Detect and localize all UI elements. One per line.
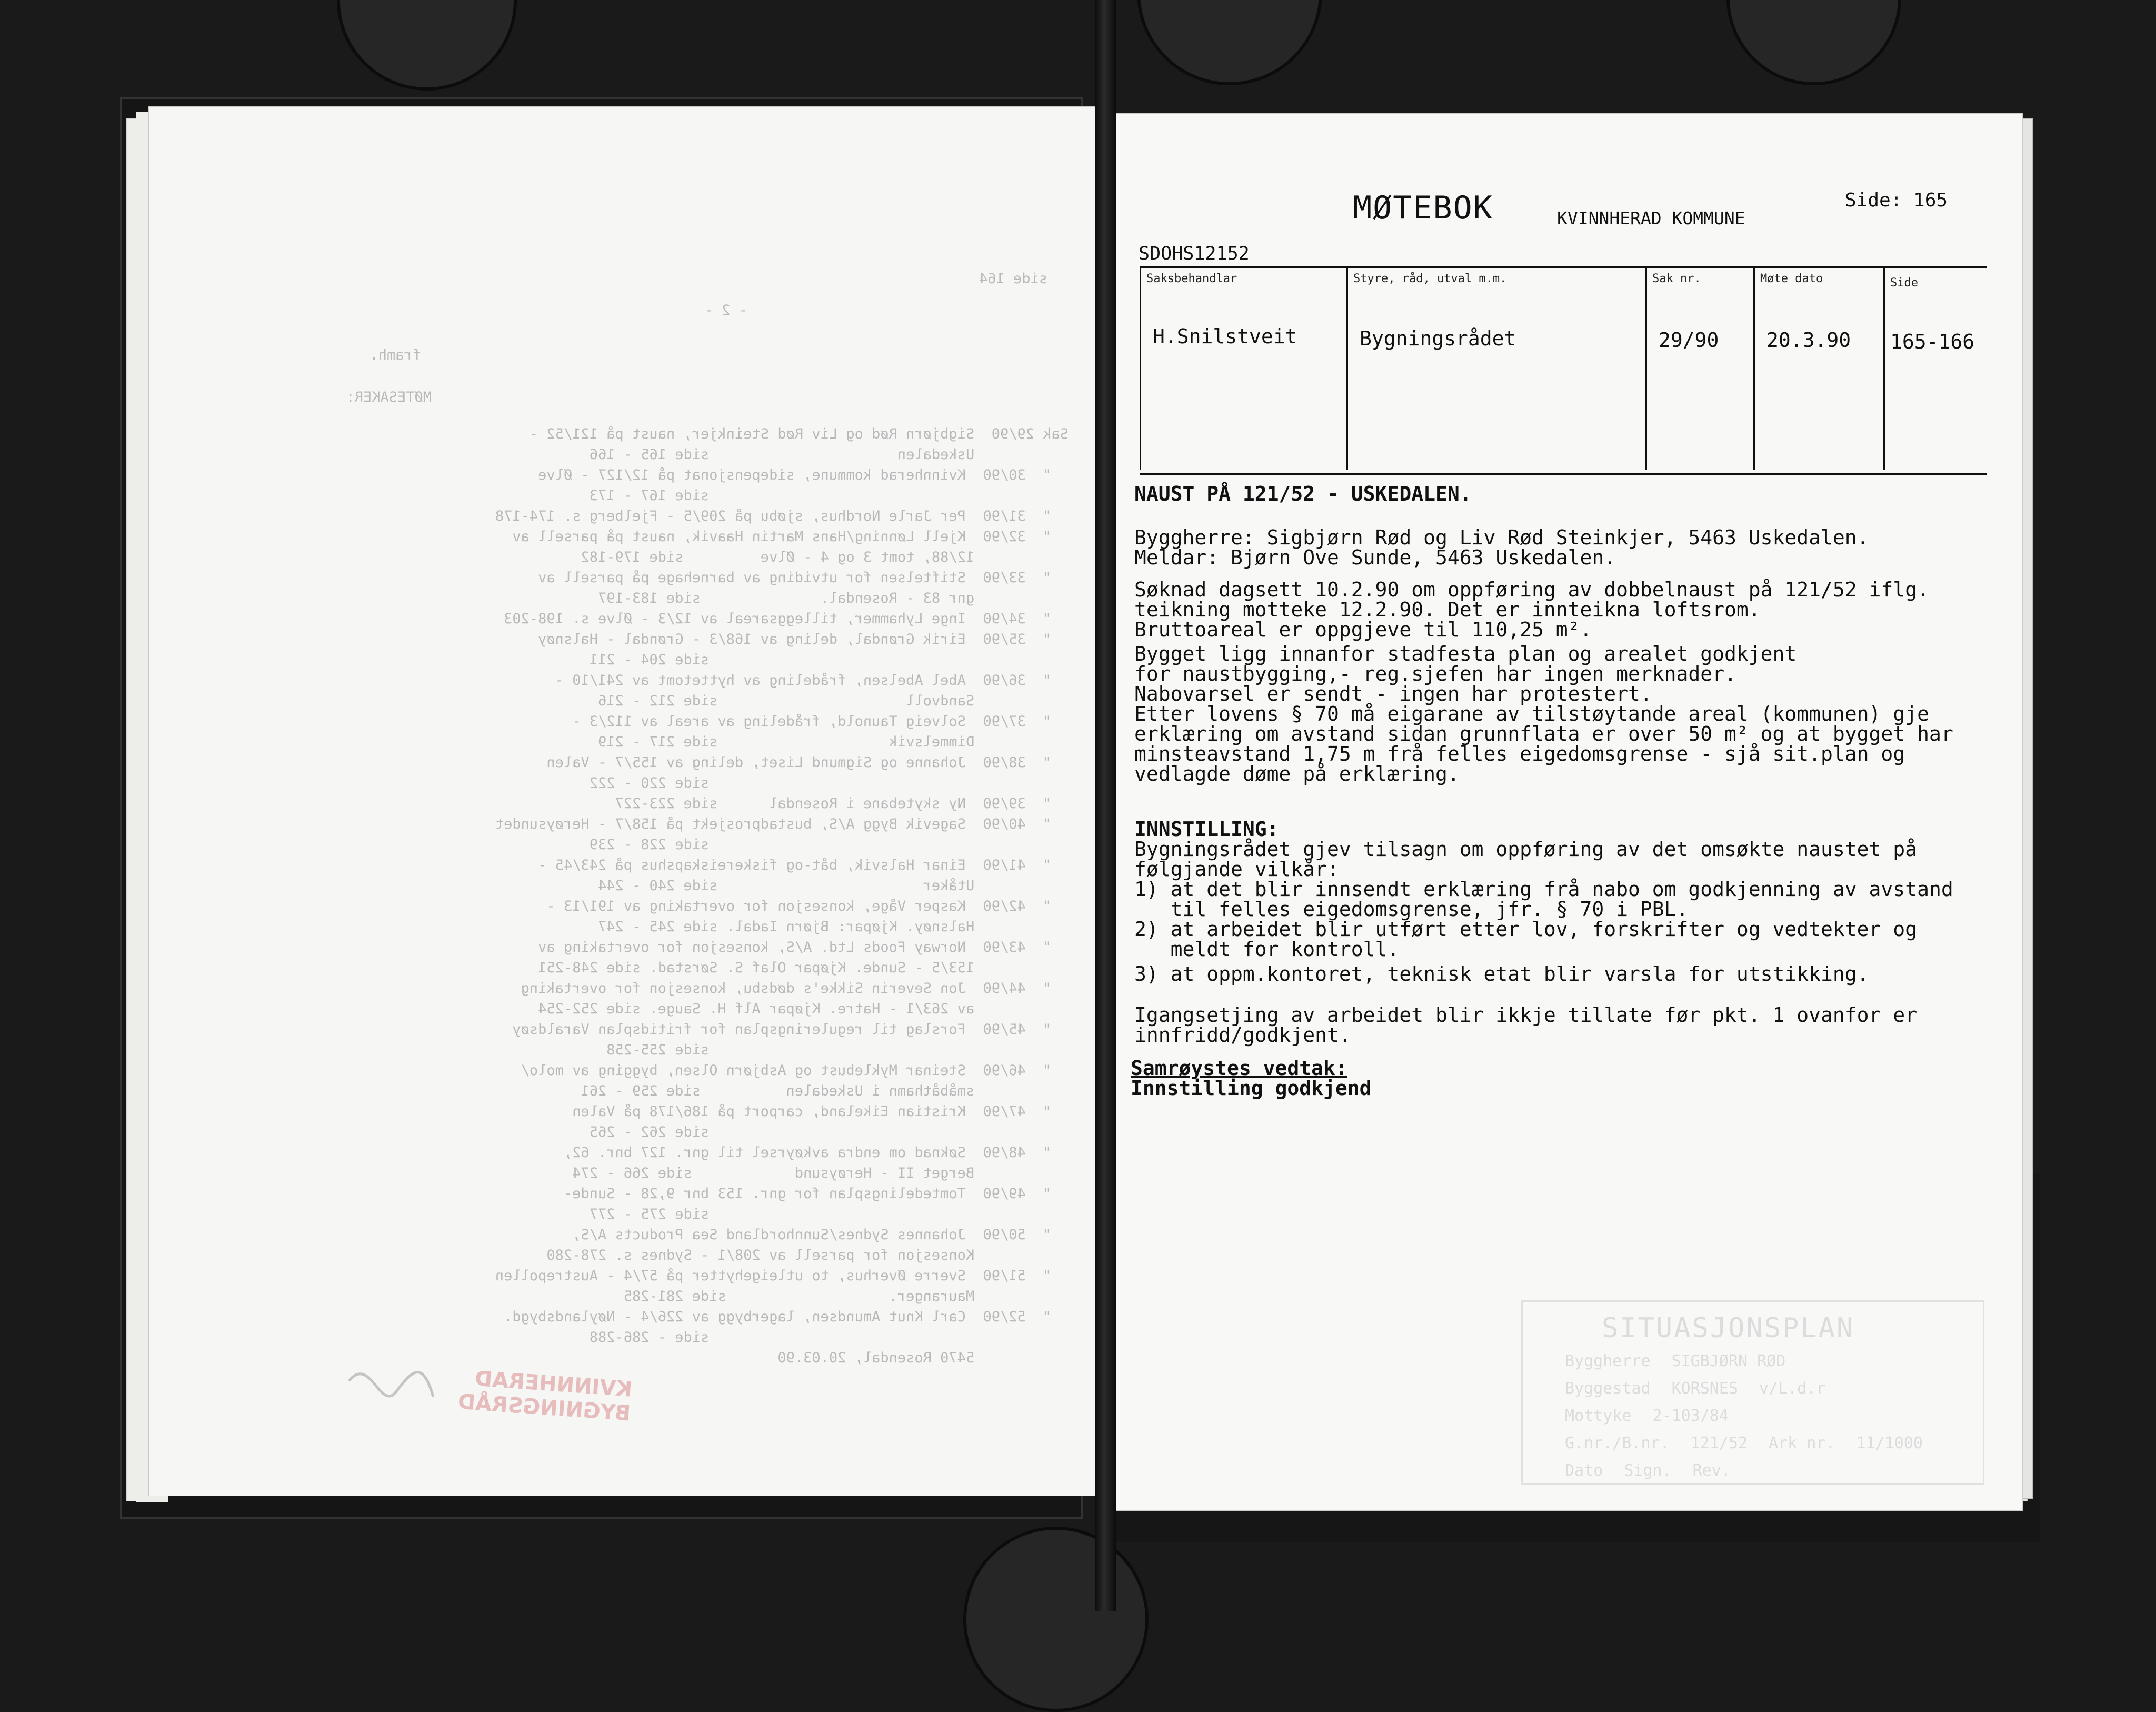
ghost-line: Dimmelsvik side 217 - 219	[597, 734, 1069, 750]
ghost-line: " 31/90 Per Jarle Nordhus, sjøbu på 209/5 - Fjelberg s. 174-178	[495, 508, 1069, 524]
ghost-line: " 44/90 Jon Severin Sikke's dødsbu, konsesjon for overtaking	[521, 980, 1069, 997]
description-line: erklæring om avstand sidan grunnflata er over 50 m² og at bygget har	[1134, 722, 1953, 745]
ghost-framh: framh.	[370, 347, 421, 363]
situasjonsplan-field: 121/52	[1690, 1434, 1748, 1452]
header-mote-dato: Møte dato	[1760, 272, 1823, 285]
start-condition-line: Igangsetjing av arbeidet blir ikkje tillate før pkt. 1 ovanfor er	[1134, 1003, 1918, 1027]
recommendation-line: 3) at oppm.kontoret, teknisk etat blir varsla for utstikking.	[1134, 962, 1869, 986]
document-id: SDOHS12152	[1139, 243, 1250, 264]
ghost-line: Utåker side 240 - 244	[597, 878, 1069, 894]
ghost-line: " 51/90 Sverre Øverhus, to utleigehytter på 57/4 - Austrepollen	[495, 1268, 1069, 1284]
case-heading: NAUST PÅ 121/52 - USKEDALEN.	[1134, 482, 1472, 505]
header-sak-nr: Sak nr.	[1652, 272, 1701, 285]
cell-styre	[1346, 268, 1647, 470]
ghost-line: " 34/90 Inge Lyhammer, tilleggsareal av 12/3 - Ølve s. 198-203	[504, 611, 1069, 627]
ghost-line: " 52/90 Carl Knut Amundsen, lagerbygg av 226/4 - Nøylandsbygd.	[504, 1309, 1069, 1325]
situasjonsplan-field: Mottyke	[1565, 1407, 1632, 1425]
municipality-name: KVINNHERAD KOMMUNE	[1557, 208, 1745, 228]
ghost-line: side 204 - 211	[589, 652, 1069, 668]
description-line: vedlagde døme på erklæring.	[1134, 762, 1460, 785]
ghost-line: " 49/90 Tomtedelingsplan for gnr. 153 bnr 9,28 - Sunde-	[563, 1186, 1069, 1202]
ghost-line: side 275 - 277	[589, 1206, 1069, 1222]
value-mote-dato: 20.3.90	[1766, 329, 1851, 352]
ghost-line: " 47/90 Kristian Eikeland, carport på 186/178 på Valen	[572, 1103, 1069, 1120]
value-styre: Bygningsrådet	[1360, 327, 1516, 350]
recommendation-line: følgjande vilkår:	[1134, 858, 1339, 881]
description-line: Nabovarsel er sendt - ingen har protestert.	[1134, 682, 1652, 705]
ghost-line: " 35/90 Eirik Grøndal, deling av 168/3 - Grøndal - Halsnøy	[538, 631, 1069, 648]
ghost-line: " 32/90 Kjell Lønning/Hans Martin Haavik, naust på parsell av	[512, 529, 1069, 545]
header-styre: Styre, råd, utval m.m.	[1353, 272, 1507, 285]
decision-text: Innstilling godkjend	[1131, 1077, 1372, 1100]
party-line: Byggherre: Sigbjørn Rød og Liv Rød Steinkjer, 5463 Uskedalen.	[1134, 526, 1869, 549]
ghost-line: av 263/1 - Hatre. Kjøpar Alf H. Sauge. side 252-254	[538, 1001, 1069, 1017]
situasjonsplan-field: G.nr./B.nr.	[1565, 1434, 1670, 1452]
cell-sak-nr	[1645, 268, 1753, 470]
ghost-line: side - 286-288	[589, 1329, 1069, 1346]
value-side: 165-166	[1890, 330, 1975, 353]
party-line: Meldar: Bjørn Ove Sunde, 5463 Uskedalen.	[1134, 546, 1616, 569]
situasjonsplan-field: Rev.	[1692, 1461, 1731, 1480]
situasjonsplan-field: KORSNES	[1671, 1379, 1738, 1398]
ghost-page-marker: - 2 -	[704, 302, 747, 318]
page-title: MØTEBOK	[1353, 190, 1493, 226]
page-number: Side: 165	[1845, 190, 1948, 211]
ghost-line: side 167 - 173	[589, 487, 1069, 504]
description-line: for naustbygging,- reg.sjefen har ingen merknader.	[1134, 662, 1736, 685]
ghost-line: side 228 - 239	[589, 837, 1069, 853]
ghost-line: 5470 Rosendal, 20.03.90	[777, 1350, 1069, 1366]
description-line: minsteavstand 1,75 m frå felles eigedomsgrense - sjå sit.plan og	[1134, 742, 1905, 765]
ghost-line: Berget II - Herøysund side 266 - 274	[572, 1165, 1069, 1181]
decision-heading: Samrøystes vedtak:	[1131, 1057, 1348, 1080]
recommendation-heading: INNSTILLING:	[1134, 818, 1279, 841]
description-line: Bruttoareal er oppgjeve til 110,25 m².	[1134, 618, 1592, 641]
ghost-line: Mauranger. side 281-285	[623, 1288, 1069, 1305]
ghost-line: Halsnøy. Kjøpar: Bjørn Iadal. side 245 - 247	[597, 919, 1069, 935]
situasjonsplan-field: Byggestad	[1565, 1379, 1651, 1398]
recommendation-line: til felles eigedomsgrense, jfr. § 70 i PBL.	[1134, 898, 1689, 921]
situasjonsplan-field: Byggherre	[1565, 1352, 1651, 1370]
header-saksbehandlar: Saksbehandlar	[1146, 272, 1237, 285]
ghost-line: gnr 83 - Rosendal. side 183-197	[597, 590, 1069, 606]
ghost-line: Konsesjon for parsell av 208/1 - Sydnes s. 278-280	[546, 1247, 1069, 1263]
ghost-line: " 46/90 Steinar Myklebust og Asbjørn Olsen, bygging av molo/	[521, 1062, 1069, 1079]
value-sak-nr: 29/90	[1659, 329, 1719, 352]
description-line: teikning motteke 12.2.90. Det er innteikna loftsrom.	[1134, 598, 1761, 621]
ghost-line: side 262 - 265	[589, 1124, 1069, 1140]
ghost-line: " 40/90 Sagevik Bygg A/S, bustadprosjekt på 158/7 - Herøysundet	[495, 816, 1069, 832]
description-line: Søknad dagsett 10.2.90 om oppføring av dobbelnaust på 121/52 iflg.	[1134, 578, 1929, 601]
situasjonsplan-field: Ark nr.	[1769, 1434, 1835, 1452]
ghost-line: " 38/90 Johanne og Sigmund Liset, deling av 155/7 - Valen	[546, 754, 1069, 771]
ghost-line: " 36/90 Abel Abelsen, frådeling av hyttetomt av 241/10 -	[555, 672, 1069, 689]
recommendation-line: meldt for kontroll.	[1134, 938, 1400, 961]
cell-side	[1883, 268, 1989, 470]
situasjonsplan-field: 11/1000	[1856, 1434, 1923, 1452]
situasjonsplan-field: v/L.d.r	[1759, 1379, 1826, 1398]
ghost-line: " 37/90 Solveig Taunold, frådeling av areal av 112/3 -	[572, 713, 1069, 730]
situasjonsplan-title: SITUASJONSPLAN	[1602, 1312, 1855, 1344]
ghost-line: " 48/90 Søknad om endra avkøyrsel til gnr. 127 bnr. 62,	[563, 1144, 1069, 1161]
case-info-table	[1140, 266, 1987, 475]
situasjonsplan-field: Dato	[1565, 1461, 1603, 1480]
ghost-line: " 43/90 Norway Foods Ltd. A/S, konsesjon for overtaking av	[538, 939, 1069, 955]
ghost-line: side 255-258	[606, 1042, 1069, 1058]
ghost-line: " 30/90 Kvinnherad kommune, sidepensjonat på 12/127 - Ølve	[538, 467, 1069, 483]
ghost-line: " 41/90 Einar Halsvik, båt-og fiskereiskapshus på 243/45 -	[538, 857, 1069, 873]
header-side: Side	[1890, 276, 1918, 290]
ghost-line: Sak 29/90 Sigbjørn Rød og Liv Rød Steinkjer, naust på 121/52 -	[529, 426, 1069, 442]
ghost-line: side 220 - 222	[589, 775, 1069, 791]
ghost-line: 12/88, tomt 3 og 4 - Ølve side 179-182	[581, 549, 1069, 565]
situasjonsplan-field: Sign.	[1624, 1461, 1672, 1480]
start-condition-line: innfridd/godkjent.	[1134, 1023, 1351, 1047]
ghost-line: " 33/90 Stiftelsen for utviding av barnehage på parsell av	[538, 570, 1069, 586]
ghost-saker-heading: MØTESAKER:	[346, 389, 432, 405]
ghost-line: " 42/90 Kasper Våge, konsesjon for overtaking av 191/13 -	[546, 898, 1069, 914]
ghost-stamp-text: KVINNHERAD BYGNINGSRÅD	[457, 1366, 633, 1426]
recommendation-line: Bygningsrådet gjev tilsagn om oppføring av det omsøkte naustet på	[1134, 838, 1918, 861]
ghost-line: " 39/90 Ny skytebane i Rosendal side 223-227	[615, 795, 1069, 812]
ghost-line: Uskedalen side 165 - 166	[589, 446, 1069, 463]
description-line: Etter lovens § 70 må eigarane av tilstøytande areal (kommunen) gje	[1134, 702, 1929, 725]
cell-saksbehandlar	[1140, 268, 1344, 470]
situasjonsplan-field: SIGBJØRN RØD	[1671, 1352, 1786, 1370]
value-saksbehandlar: H.Snilstveit	[1153, 325, 1297, 348]
ghost-line: småbåthamn i Uskedalen side 259 - 261	[581, 1083, 1069, 1099]
ghost-line: Sandvoll side 212 - 216	[597, 693, 1069, 709]
ghost-page-number: side 164	[979, 271, 1047, 287]
ghost-line: " 50/90 Johannes Sydnes/Sunnhordland Sea Products A/S,	[572, 1227, 1069, 1243]
ghost-line: 153/5 - Sunde. Kjøpar Olaf S. Sørstad. side 248-251	[538, 960, 1069, 976]
cell-mote-dato	[1753, 268, 1885, 470]
ghost-line: " 45/90 Forslag til reguleringsplan for fritidsplan Varaldsøy	[512, 1021, 1069, 1038]
description-line: Bygget ligg innanfor stadfesta plan og arealet godkjent	[1134, 642, 1797, 665]
recommendation-line: 1) at det blir innsendt erklæring frå nabo om godkjenning av avstand	[1134, 878, 1953, 901]
recommendation-line: 2) at arbeidet blir utført etter lov, forskrifter og vedtekter og	[1134, 918, 1918, 941]
situasjonsplan-field: 2-103/84	[1652, 1407, 1729, 1425]
